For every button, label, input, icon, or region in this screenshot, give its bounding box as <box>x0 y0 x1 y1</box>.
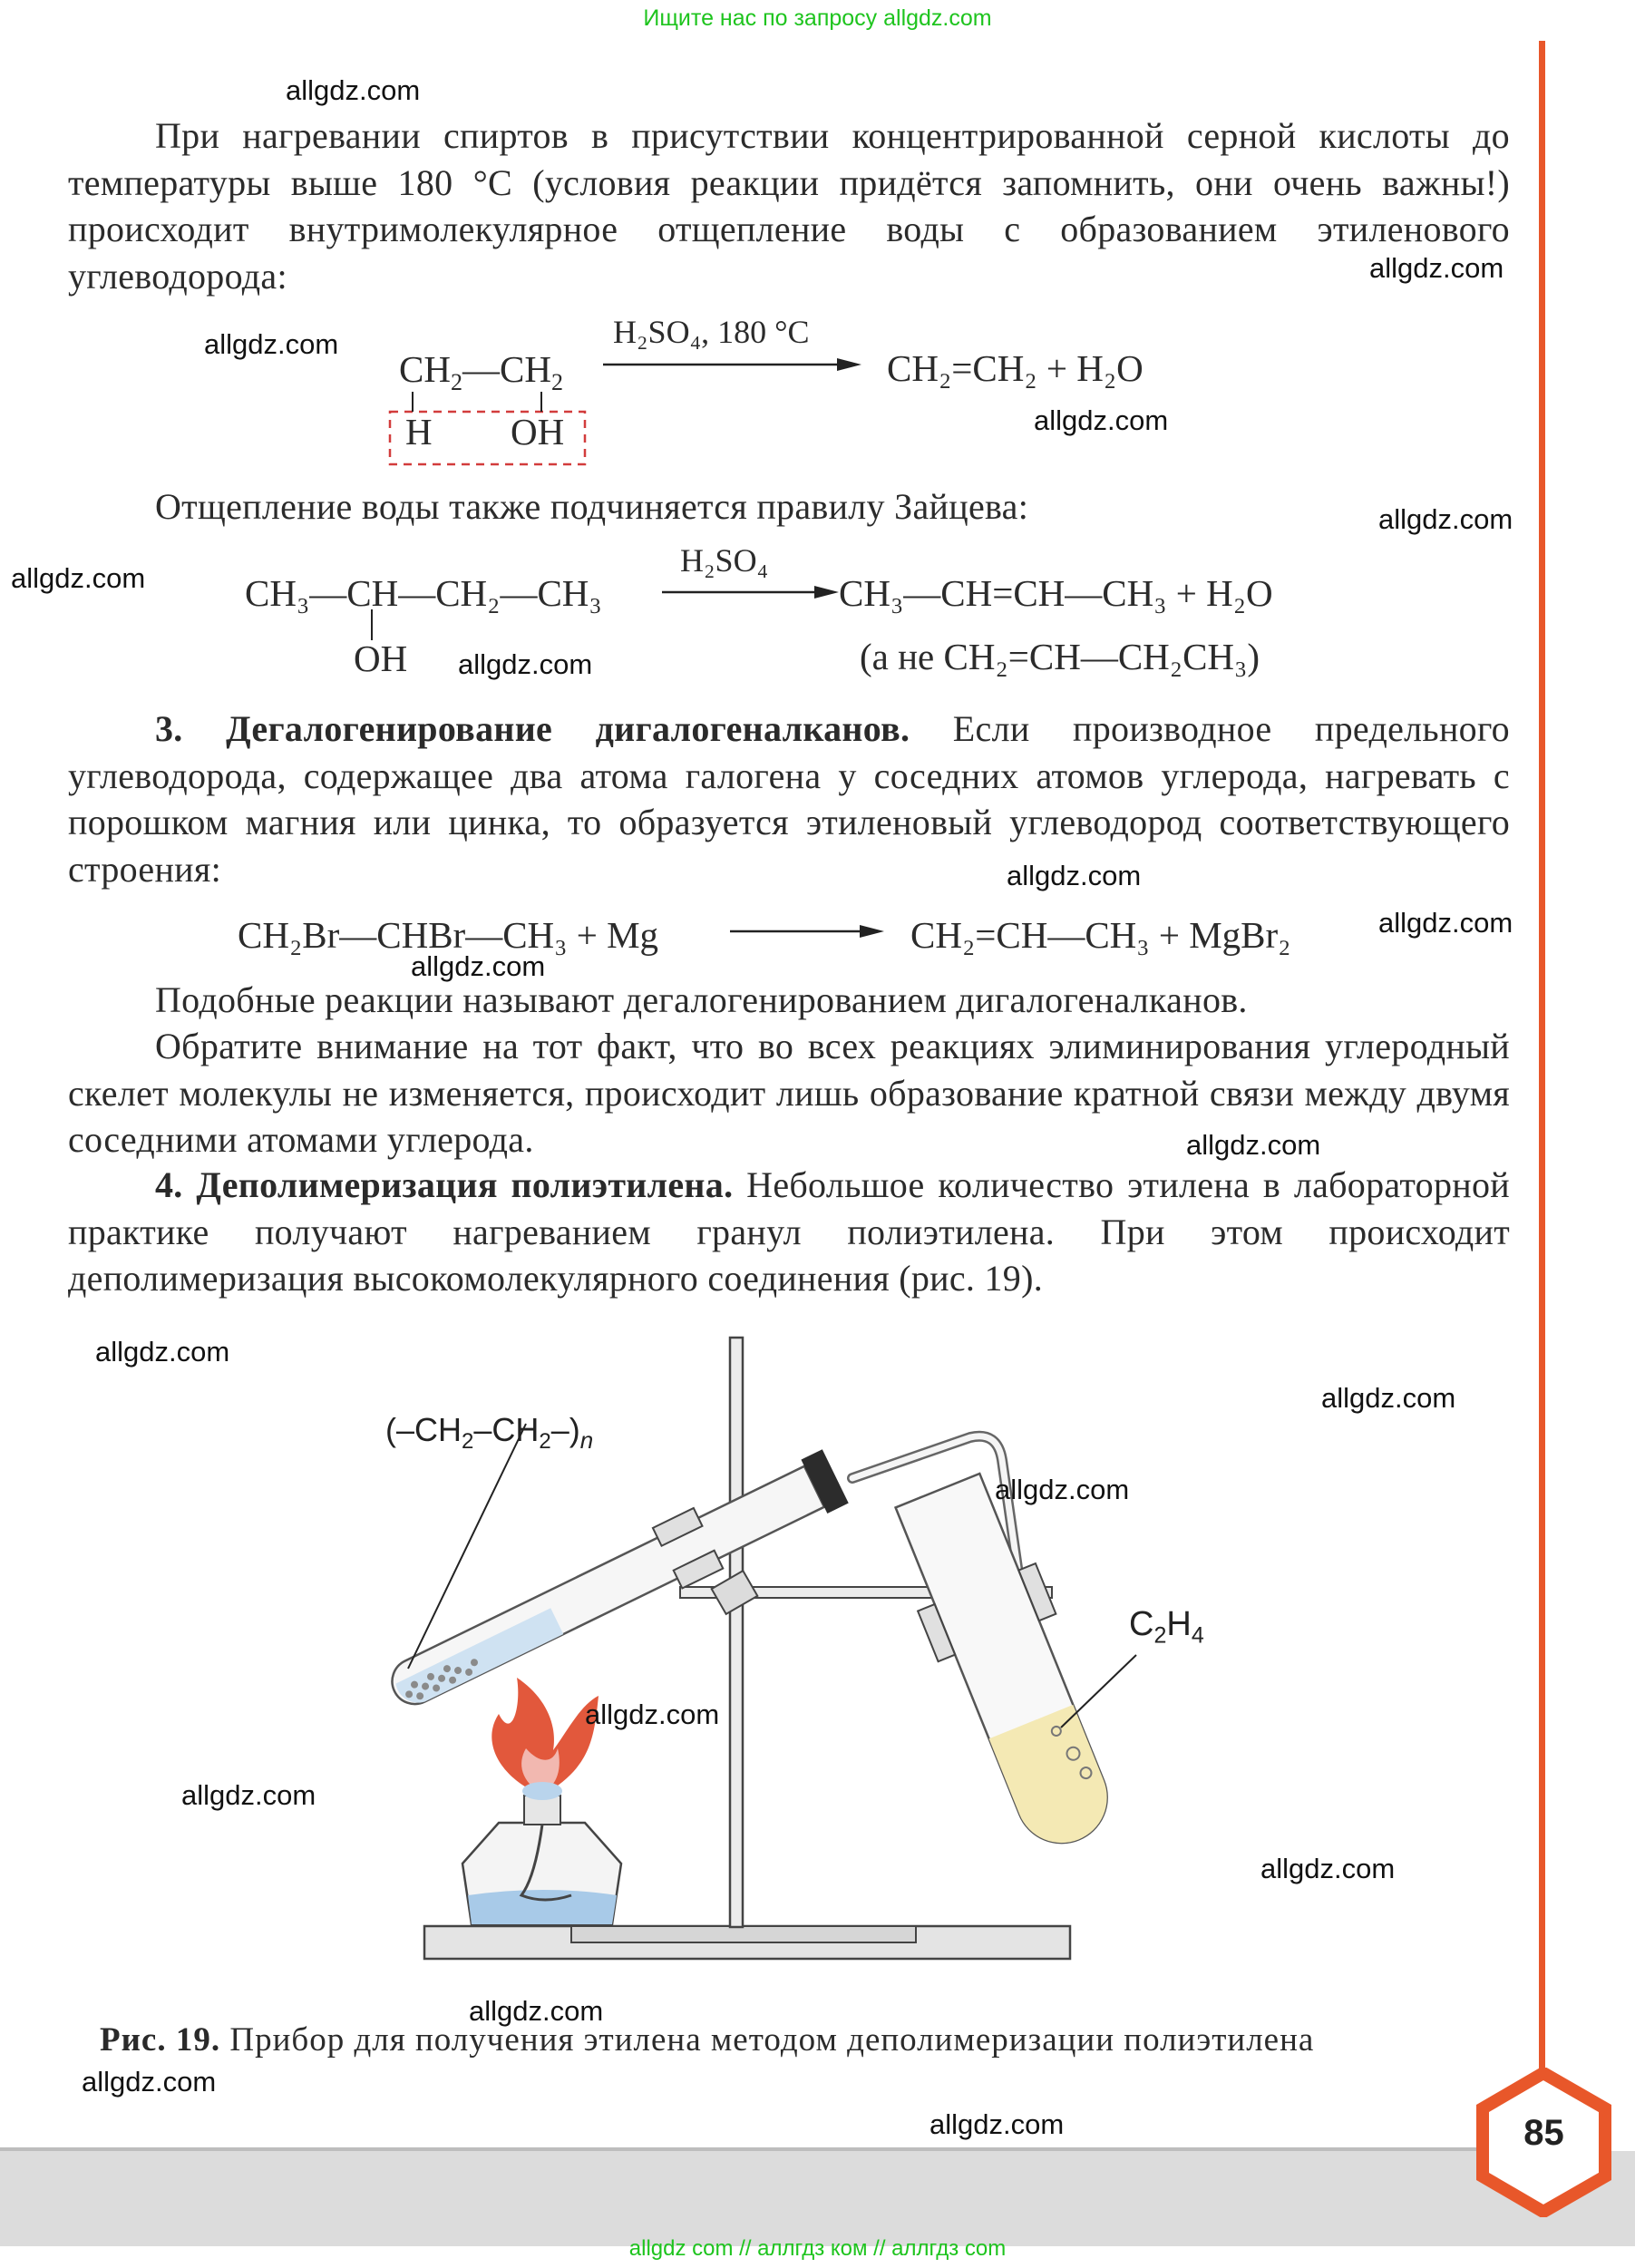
eq2-condition: H₂SO₄ <box>680 542 769 579</box>
eq3-arrow <box>730 922 884 940</box>
watermark: allgdz.com <box>82 2066 217 2098</box>
figure-caption: Рис. 19. Прибор для получения этилена методом деполимеризации полиэтилена <box>100 2021 1315 2059</box>
watermark: allgdz.com <box>181 1779 316 1811</box>
watermark: allgdz.com <box>11 562 146 594</box>
eq1-left-oh: OH <box>511 411 565 453</box>
paragraph-elimination-note: Обратите внимание на тот факт, что во всех реакциях элиминирования углеродный скелет молекулы не изменяется, происходит лишь образование кратной связи между двумя соседними атомами углерода. <box>68 1026 1510 1160</box>
top-banner[interactable]: Ищите нас по запросу allgdz.com <box>643 5 992 31</box>
watermark: allgdz.com <box>1007 860 1142 891</box>
margin-accent-line <box>1539 41 1545 2086</box>
section4-heading: 4. Деполимеризация полиэтилена. <box>155 1164 734 1205</box>
footer-band <box>0 2151 1635 2246</box>
watermark: allgdz.com <box>1260 1853 1396 1884</box>
watermark: allgdz.com <box>1378 503 1513 535</box>
eq1-arrow <box>603 355 861 374</box>
polymer-label: $(-CH_2-CH_2-)_n$ <box>385 1411 594 1455</box>
watermark: allgdz.com <box>929 2108 1065 2140</box>
eq1-dashed-box <box>385 392 589 469</box>
watermark: allgdz.com <box>204 328 339 360</box>
watermark: allgdz.com <box>95 1336 230 1368</box>
watermark: allgdz.com <box>1378 907 1513 939</box>
eq1-condition: H₂SO₄, 180 °C <box>613 314 810 350</box>
watermark: allgdz.com <box>469 1995 604 2027</box>
section3-heading: 3. Дегалогенирование дигалогеналканов. <box>155 708 910 749</box>
watermark: allgdz.com <box>1034 404 1169 436</box>
watermark: allgdz.com <box>585 1699 720 1730</box>
ethylene-label: $C_2H_4$ <box>1129 1605 1204 1649</box>
page-number: 85 <box>1523 2113 1564 2153</box>
watermark: allgdz.com <box>995 1474 1130 1505</box>
eq1-left-top: $CH_2—CH_2$ <box>399 348 563 396</box>
eq2-note: (а не CH₂=CH—CH₂CH₃) <box>860 636 1260 677</box>
eq2-bond <box>363 609 381 640</box>
paragraph-dehalogenation-naming: Подобные реакции называют дегалогенированием дигалогеналканов. <box>155 979 1248 1020</box>
watermark: allgdz.com <box>411 950 546 982</box>
eq2-left-oh: OH <box>354 638 408 679</box>
eq2-left: CH₃—CH—CH₂—CH₃ <box>245 572 602 614</box>
watermark: allgdz.com <box>1369 252 1504 284</box>
bottom-banner[interactable]: allgdz com // аллгдз ком // аллгдз com <box>628 2236 1007 2261</box>
watermark: allgdz.com <box>1186 1129 1321 1161</box>
watermark: allgdz.com <box>286 74 421 106</box>
eq3-left: CH₂Br—CHBr—CH₃ + Mg <box>238 914 659 956</box>
watermark: allgdz.com <box>1321 1382 1456 1414</box>
section4-paragraph: 4. Деполимеризация полиэтилена. Небольшое количество этилена в лабораторной практике получают нагреванием гранул полиэтилена. При этом происходит деполимеризация высокомолекулярного соединения (рис. 19). <box>68 1164 1510 1299</box>
paragraph-zaitsev: Отщепление воды также подчиняется правилу Зайцева: <box>155 486 1029 527</box>
paragraph-alcohol-heating: При нагревании спиртов в присутствии концентрированной серной кислоты до температуры выше 180 °С (условия реакции придётся запомнить, они очень важны!) происходит внутримолекулярное отщепление воды с образованием этиленового углеводорода: <box>68 115 1510 297</box>
watermark: allgdz.com <box>458 648 593 680</box>
eq2-right: CH₃—CH=CH—CH₃ + H₂O <box>839 572 1273 614</box>
eq3-right: CH₂=CH—CH₃ + MgBr₂ <box>910 914 1291 956</box>
eq2-arrow <box>662 583 839 601</box>
eq1-left-h: H <box>405 411 433 453</box>
section3-paragraph: 3. Дегалогенирование дигалогеналканов. Если производное предельного углеводорода, содержащее два атома галогена у соседних атомов углерода, нагревать с порошком магния или цинка, то образуется этиленовый углеводород соответствующего строения: <box>68 708 1510 890</box>
eq1-right: CH₂=CH₂ + H₂O <box>887 347 1144 389</box>
